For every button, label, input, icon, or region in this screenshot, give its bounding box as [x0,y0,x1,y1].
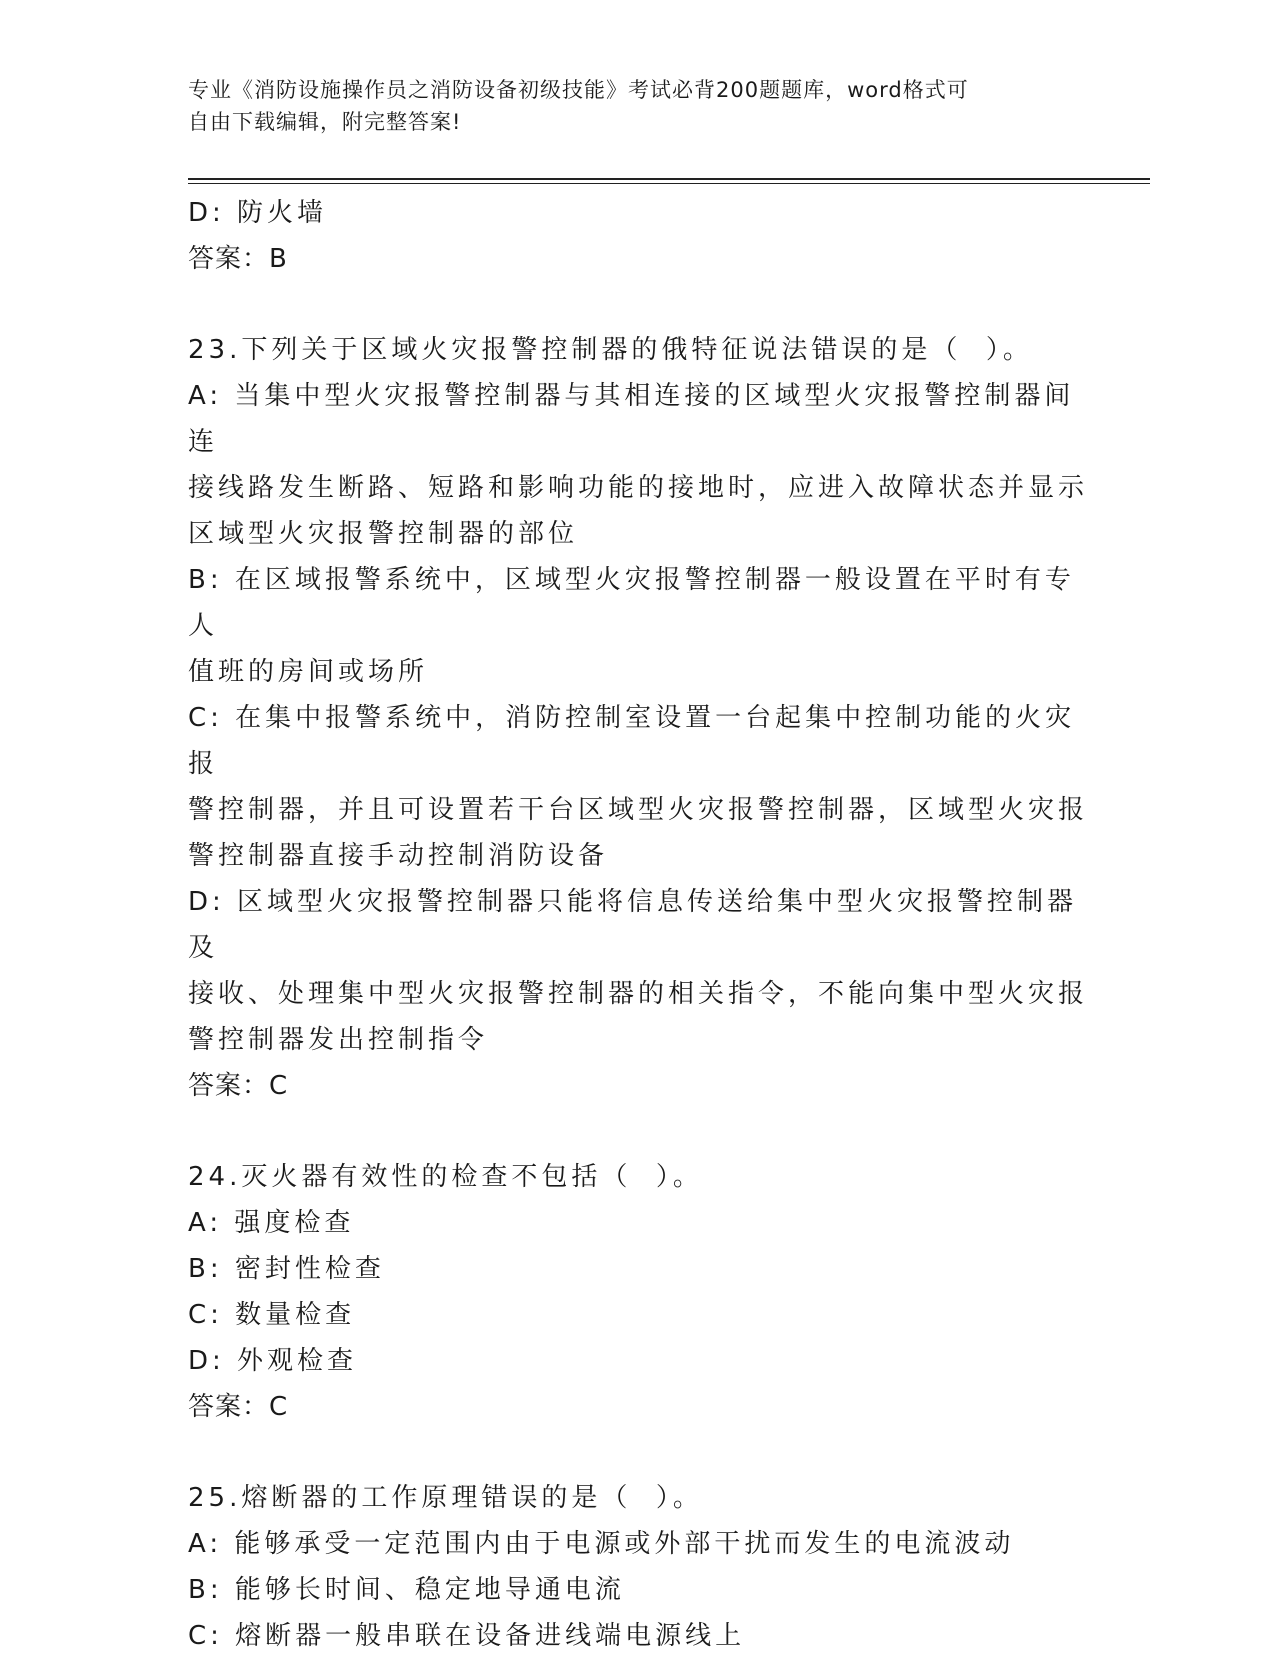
option-d: D: 防火墙 [188,198,328,228]
question-content [188,190,1088,1659]
option-d-line-2: 接收、处理集中型火灾报警控制器的相关指令，不能向集中型火灾报 [188,979,1089,1009]
option-c-line-1: C: 在集中报警系统中，消防控制室设置一台起集中控制功能的火灾报 [188,703,1076,779]
answer: 答案：B [188,244,288,274]
question-25 [188,1475,1088,1659]
option-c: C: 数量检查 [188,1300,356,1330]
option-b: B: 密封性检查 [188,1254,385,1284]
header-title-line-1: 专业《消防设施操作员之消防设备初级技能》考试必背200题题库，word格式可 [188,78,969,102]
option-b: B: 能够长时间、稳定地导通电流 [188,1575,625,1605]
option-b-line-2: 值班的房间或场所 [188,657,429,687]
option-a-line-2: 接线路发生断路、短路和影响功能的接地时，应进入故障状态并显示 [188,473,1089,503]
spacer [188,1109,1088,1154]
option-a: A: 强度检查 [188,1208,355,1238]
option-d-line-3: 警控制器发出控制指令 [188,1025,489,1055]
header-title-line-2: 自由下载编辑，附完整答案! [188,110,462,134]
spacer [188,1430,1088,1475]
answer: 答案：C [188,1071,289,1101]
header-divider-thin [188,183,1150,184]
question-stem: 24.灭火器有效性的检查不包括（ ）。 [188,1162,703,1192]
option-c: C: 熔断器一般串联在设备进线端电源线上 [188,1621,746,1651]
option-c-line-2: 警控制器，并且可设置若干台区域型火灾报警控制器，区域型火灾报 [188,795,1089,825]
question-stem: 23.下列关于区域火灾报警控制器的俄特征说法错误的是（ ）。 [188,335,1033,365]
option-a-line-1: A: 当集中型火灾报警控制器与其相连接的区域型火灾报警控制器间连 [188,381,1075,457]
question-24 [188,1154,1088,1430]
option-b-line-1: B: 在区域报警系统中，区域型火灾报警控制器一般设置在平时有专人 [188,565,1075,641]
option-a: A: 能够承受一定范围内由于电源或外部干扰而发生的电流波动 [188,1529,1015,1559]
option-c-line-3: 警控制器直接手动控制消防设备 [188,841,609,871]
page-header [188,74,1088,138]
answer: 答案：C [188,1392,289,1422]
spacer [188,282,1088,327]
question-22-tail [188,190,1088,282]
question-23 [188,327,1088,1109]
option-d-line-1: D: 区域型火灾报警控制器只能将信息传送给集中型火灾报警控制器及 [188,887,1078,963]
option-d: D: 外观检查 [188,1346,358,1376]
option-a-line-3: 区域型火灾报警控制器的部位 [188,519,579,549]
question-stem: 25.熔断器的工作原理错误的是（ ）。 [188,1483,703,1513]
header-divider-thick [188,178,1150,180]
